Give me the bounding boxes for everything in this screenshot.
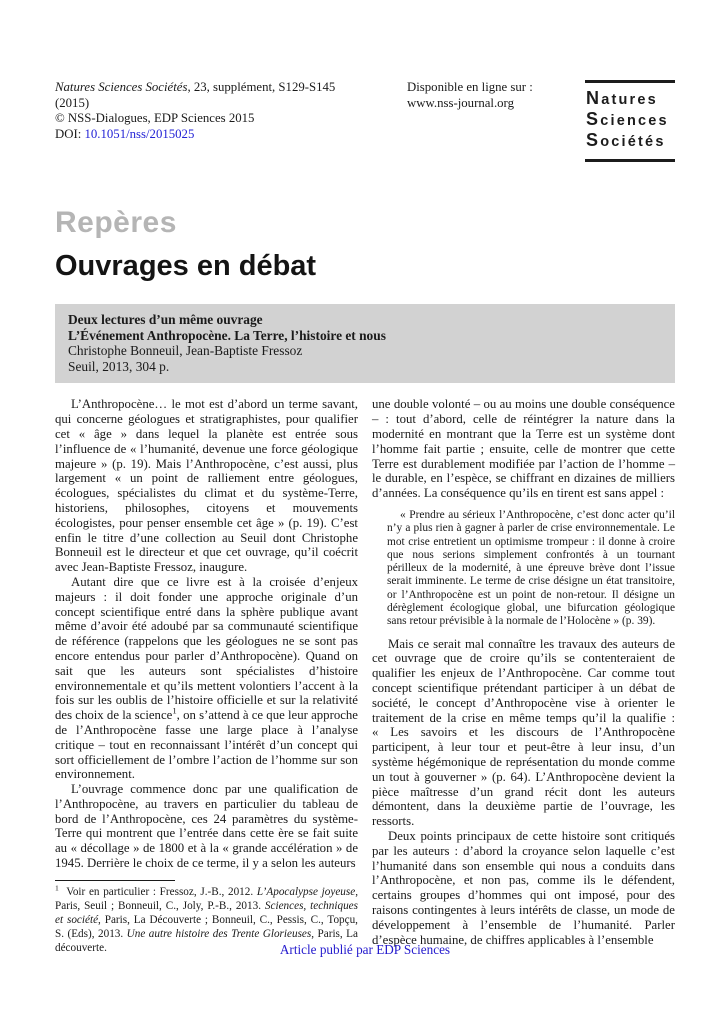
publisher-footer <box>55 942 675 958</box>
doi-link[interactable]: 10.1051/nss/2015025 <box>84 126 195 141</box>
book-series-title: Deux lectures d’un même ouvrage <box>68 312 263 327</box>
doi-label: DOI: <box>55 126 85 141</box>
copyright-line: © NSS-Dialogues, EDP Sciences 2015 <box>55 111 255 126</box>
footnote-1: $^1$ Voir en particulier : Fressoz, J.-B., 2012. L’Apocalypse joyeuse, Paris, Seuil ; Bonneuil, C., Joly, P.-B., 2013. Sciences, techniques et société, Paris, La Découverte ; Bonneuil, C., Pessis, C., Topçu, S. (Eds), 2013. Une autre histoire des Trente Glorieuses, Paris, La découverte. <box>55 883 358 954</box>
publisher-footer-link[interactable]: Article publié par EDP Sciences <box>279 942 451 957</box>
article-body <box>55 397 675 955</box>
section-heading: Repères <box>55 206 177 239</box>
paragraph-1: L’Anthropocène… le mot est d’abord un terme savant, qui concerne géologues et stratigraphistes, pour qualifier cet « âge » dans lequel la planète est entrée sous l’influence de « l’humanité, devenue une force géologique majeure » (p. 19). Mais l’Anthropocène, c’est aussi, plus largement « un point de ralliement entre géologues, écologues, spécialistes du climat et du système-Terre, historiens, philosophes, citoyens et mouvements écologistes, pour penser ensemble cet âge » (p. 19). C’est enfin le titre d’une collection au Seuil dont Christophe Bonneuil est le directeur et que cet ouvrage, qu’il coécrit avec Jean-Baptiste Fressoz, inaugure. <box>55 397 358 575</box>
left-column <box>55 397 358 955</box>
journal-url[interactable]: www.nss-journal.org <box>407 95 514 110</box>
paragraph-6: Deux points principaux de cette histoire sont critiqués par les auteurs : d’abord la croyance selon laquelle c’est l’humanité dans son ensemble qui nous a conduits dans l’Anthropocène, et non pas, comme ils le défendent, certains groupes d’hommes qui ont imposé, pour des raisons contingentes à leurs intérêts de classe, un mode de développement à l’ensemble de l’humanité. Parler d’espèce humaine, de chiffres applicables à l’ensemble <box>372 828 675 947</box>
book-publisher: Seuil, 2013, 304 p. <box>68 358 170 374</box>
availability-label: Disponible en ligne sur : <box>407 80 533 94</box>
journal-citation: Natures Sciences Sociétés, 23, supplément, S129-S145 (2015) <box>55 80 336 110</box>
book-title: L’Événement Anthropocène. La Terre, l’histoire et nous <box>68 327 386 343</box>
availability-block <box>407 80 575 111</box>
block-quote: « Prendre au sérieux l’Anthropocène, c’est donc acter qu’il n’y a plus rien à gagner à parler de crise environnementale. Le mot crise entretient un optimisme trompeur : il donne à croire que nous serions simplement confrontés à un tournant périlleux de la modernité, à une épreuve brève dont l’issue serait imminente. Le terme de crise désigne un état transitoire, or l’Anthropocène est un point de non-retour. Il désigne un dérèglement écologique global, une bifurcation géologique sans retour prévisible à la normale de l’Holocène » (p. 39). <box>387 508 675 628</box>
book-info-box <box>55 304 675 383</box>
page-header <box>55 80 675 162</box>
logo-line-societes: Sociétés <box>586 130 666 150</box>
logo-line-natures: Natures <box>586 88 658 108</box>
paragraph-5: Mais ce serait mal connaître les travaux des auteurs de cet ouvrage que de croire qu’ils se contenteraient de qualifier les enjeux de l’Anthropocène. Car comme tout concept scientifique prétendant participer à un débat de société, le concept d’Anthropocène vise à orienter le traitement de la crise en même temps qu’il la qualifie : « Les savoirs et les discours de l’Anthropocène participent, à leur tour et peut-être à leur insu, d’un système hégémonique de représentation du monde comme un tout à gouverner » (p. 64). L’Anthropocène devient la pièce maîtresse d’un grand récit dont les auteurs démontent, dans la deuxième partie de l’ouvrage, les ressorts. <box>372 636 675 829</box>
paragraph-3: L’ouvrage commence donc par une qualification de l’Anthropocène, au travers en particulier du tableau de bord de l’Anthropocène, ces 24 paramètres du système-Terre qui montrent que l’entrée dans cette ère se fait suite au « décollage » de 1800 et à la « grande accélération » de 1945. Derrière le choix de ce terme, il y a selon les auteurs <box>55 782 358 871</box>
logo-line-sciences: Sciences <box>586 109 669 129</box>
doi-line <box>55 127 367 143</box>
journal-meta <box>55 80 367 142</box>
paragraph-2: Autant dire que ce livre est à la croisée d’enjeux majeurs : il doit fonder une approche originale d’un concept scientifique entré dans la sphère publique avant même d’avoir été adoubé par sa communauté scientifique de référence (rappelons que les géologues ne se sont pas encore entendus pour parler d’Anthropocène). Quand on sait que les auteurs sont spécialistes d’histoire environnementale et qu’ils mettent volontiers l’accent à la fois sur les oublis de l’histoire officielle et sur la relativité des choix de la science$^1$, on s’attend à ce que leur approche de l’Anthropocène fasse une large place à l’analyse critique – tout en reconnaissant l’intérêt d’un concept qui sort officiellement de l’ombre l’action de l’homme sur son environnement. <box>55 574 358 782</box>
paragraph-4: une double volonté – ou au moins une double conséquence – : tout d’abord, celle de réintégrer la nature dans la modernité en montrant que la Terre est un système dont l’homme fait partie ; ensuite, celle de montrer que cette Terre est durablement modifiée par l’action de l’homme – le durable, en l’espèce, se chiffrant en dizaines de milliers d’années. La conséquence qu’ils en tirent est sans appel : <box>372 397 675 501</box>
book-authors: Christophe Bonneuil, Jean-Baptiste Fressoz <box>68 343 303 359</box>
journal-logo <box>585 80 675 162</box>
footnote-rule <box>55 880 175 881</box>
page-title: Ouvrages en débat <box>55 250 317 282</box>
right-column <box>372 397 675 955</box>
